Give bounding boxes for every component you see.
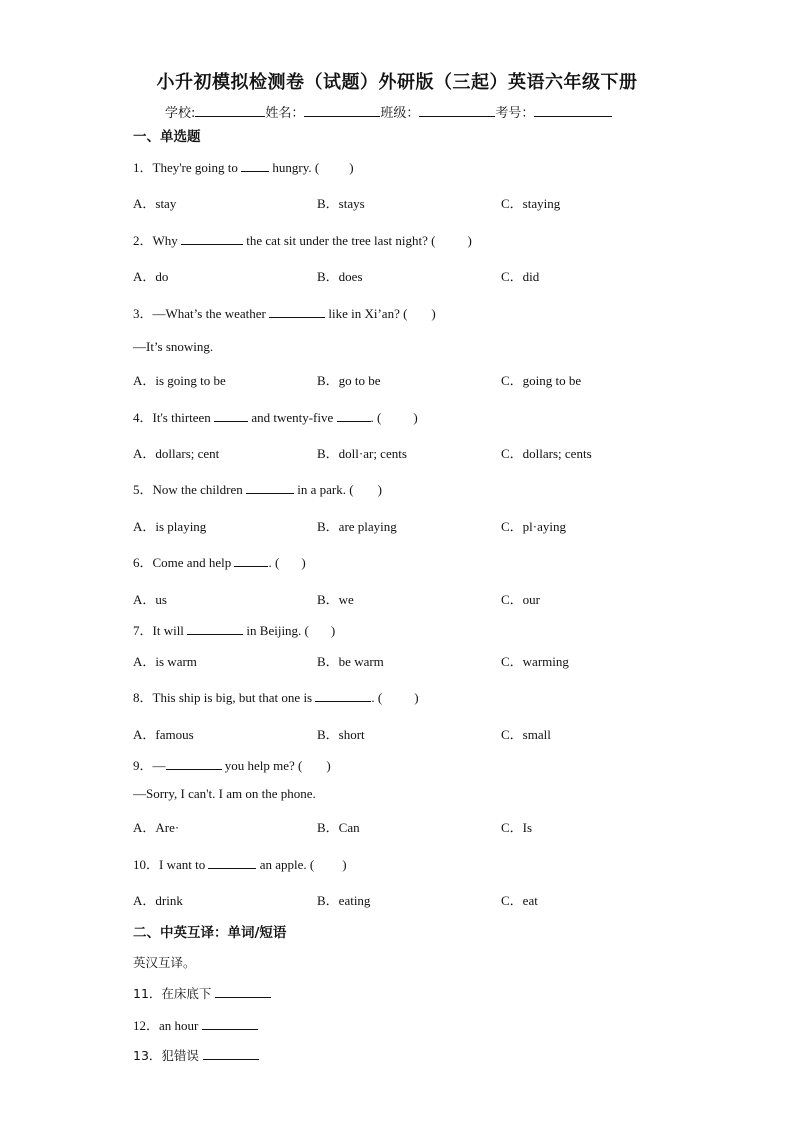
option-a[interactable]: A．famous [133, 727, 194, 742]
option-b[interactable]: B．doll·ar; cents [317, 446, 407, 461]
answer-blank[interactable] [241, 160, 269, 172]
option-b[interactable]: B．Can [317, 820, 360, 835]
option-c[interactable]: C．going to be [501, 373, 582, 388]
question-3-context: —It’s snowing. [133, 339, 214, 354]
question-9: 9．— you help me? ( ) [133, 758, 331, 773]
option-b[interactable]: B．be warm [317, 654, 384, 669]
option-c[interactable]: C．Is [501, 820, 533, 835]
option-b[interactable]: B．we [317, 592, 354, 607]
name-label: 姓名： [265, 106, 305, 121]
option-a[interactable]: A．dollars; cent [133, 446, 220, 461]
class-blank[interactable] [419, 104, 495, 117]
option-a[interactable]: A．us [133, 592, 167, 607]
question-7: 7．It will in Beijing. ( ) [133, 623, 336, 638]
exam-no-label: 考号： [495, 106, 535, 121]
question-5: 5．Now the children in a park. ( ) [133, 482, 382, 497]
option-c[interactable]: C．staying [501, 196, 561, 211]
option-b[interactable]: B．does [317, 269, 363, 284]
option-c[interactable]: C．dollars; cents [501, 446, 592, 461]
option-a[interactable]: A．Are· [133, 820, 180, 835]
answer-blank[interactable] [246, 482, 294, 494]
class-label: 班级： [380, 106, 420, 121]
school-label: 学校: [165, 106, 196, 121]
answer-blank[interactable] [208, 857, 256, 869]
option-b[interactable]: B．are playing [317, 519, 397, 534]
option-b[interactable]: B．short [317, 727, 365, 742]
school-blank[interactable] [195, 104, 265, 117]
translation-item-12: 12．an hour [133, 1015, 258, 1034]
option-a[interactable]: A．is playing [133, 519, 207, 534]
question-8: 8．This ship is big, but that one is . ( ) [133, 690, 419, 705]
answer-blank[interactable] [337, 410, 371, 422]
question-10: 10．I want to an apple. ( ) [133, 857, 347, 872]
answer-blank[interactable] [202, 1018, 258, 1030]
option-b[interactable]: B．eating [317, 893, 371, 908]
option-c[interactable]: C．pl·aying [501, 519, 566, 534]
student-info-row [165, 102, 612, 121]
question-9-context: —Sorry, I can't. I am on the phone. [133, 786, 316, 801]
option-a[interactable]: A．is going to be [133, 373, 226, 388]
question-4: 4．It's thirteen and twenty-five . ( ) [133, 410, 418, 425]
option-c[interactable]: C．our [501, 592, 541, 607]
question-3: 3．—What’s the weather like in Xi’an? ( ) [133, 306, 436, 321]
option-a[interactable]: A．drink [133, 893, 183, 908]
option-c[interactable]: C．small [501, 727, 551, 742]
option-a[interactable]: A．do [133, 269, 169, 284]
answer-blank[interactable] [181, 233, 243, 245]
answer-blank[interactable] [187, 623, 243, 635]
translation-item-13: 13．犯错误 [133, 1046, 259, 1064]
translation-item-11: 11．在床底下 [133, 984, 271, 1002]
answer-blank[interactable] [269, 306, 325, 318]
option-c[interactable]: C．eat [501, 893, 538, 908]
section-1-title: 一、单选题 [133, 129, 201, 145]
option-a[interactable]: A．stay [133, 196, 177, 211]
option-c[interactable]: C．did [501, 269, 540, 284]
page-title: 小升初模拟检测卷（试题）外研版（三起）英语六年级下册 [156, 72, 638, 93]
answer-blank[interactable] [315, 690, 371, 702]
name-blank[interactable] [304, 104, 380, 117]
answer-blank[interactable] [214, 410, 248, 422]
answer-blank[interactable] [166, 758, 222, 770]
option-b[interactable]: B．stays [317, 196, 365, 211]
question-1: 1．They're going to hungry. ( ) [133, 160, 354, 175]
section-2-instruction: 英汉互译。 [133, 955, 196, 970]
option-a[interactable]: A．is warm [133, 654, 197, 669]
option-b[interactable]: B．go to be [317, 373, 381, 388]
question-6: 6．Come and help . ( ) [133, 555, 306, 570]
option-c[interactable]: C．warming [501, 654, 569, 669]
answer-blank[interactable] [234, 555, 268, 567]
answer-blank[interactable] [215, 986, 271, 998]
section-2-title: 二、中英互译：单词/短语 [133, 925, 287, 941]
answer-blank[interactable] [203, 1048, 259, 1060]
question-2: 2．Why the cat sit under the tree last night? ( ) [133, 233, 472, 248]
exam-no-blank[interactable] [534, 104, 612, 117]
